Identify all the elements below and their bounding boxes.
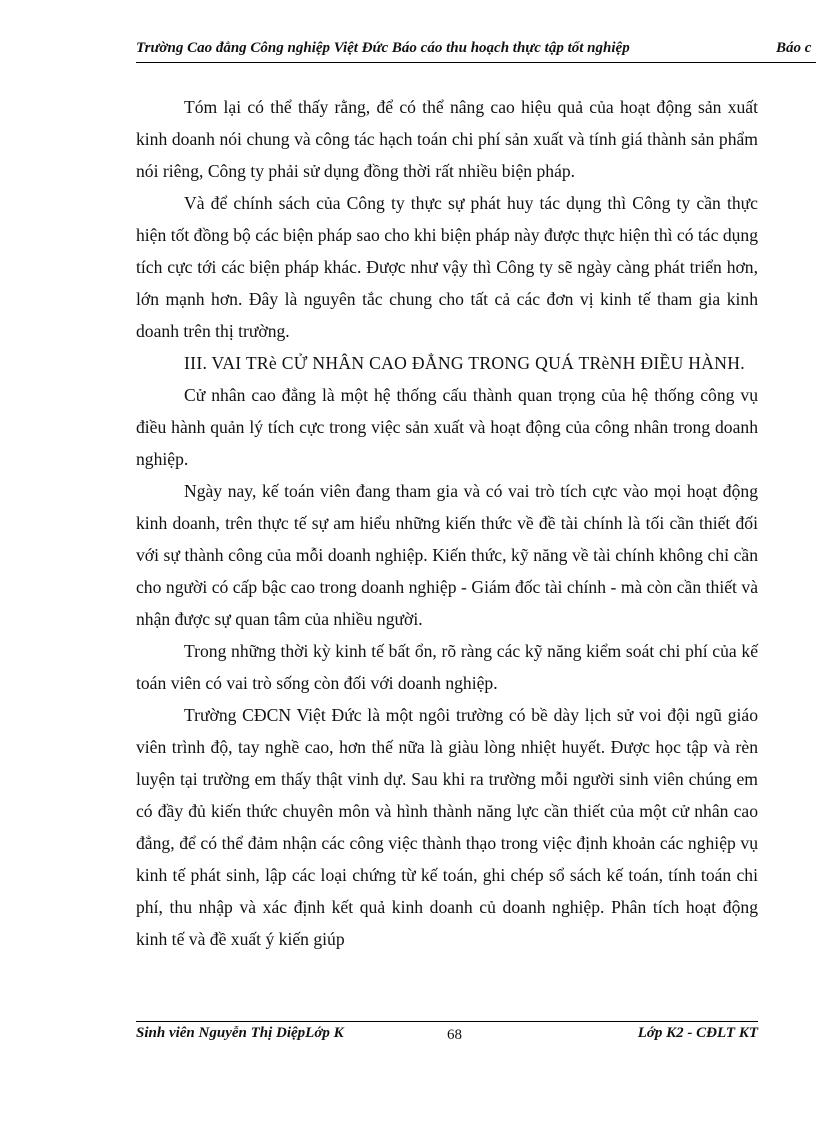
paragraph-cost-control: Trong những thời kỳ kinh tế bất ổn, rõ ràng các kỹ năng kiểm soát chi phí của kế toán viên có vai trò sống còn đối với doanh nghiệp. bbox=[136, 641, 758, 693]
header-school-title: Trường Cao đẳng Công nghiệp Việt Đức Báo cáo thu hoạch thực tập tốt nghiệp bbox=[136, 40, 630, 56]
footer-divider bbox=[136, 1021, 758, 1022]
section-heading: III. VAI TRè CỬ NHÂN CAO ĐẲNG TRONG QUÁ TRèNH ĐIỀU HÀNH. bbox=[184, 353, 746, 373]
paragraph-role: Cử nhân cao đẳng là một hệ thống cấu thành quan trọng của hệ thống công vụ điều hành quản lý tích cực trong việc sản xuất và hoạt động của công nhân trong doanh nghiệp. bbox=[136, 385, 758, 469]
header-report-title: Báo c bbox=[776, 40, 812, 56]
footer-student-name: Sinh viên Nguyễn Thị DiệpLớp K bbox=[136, 1025, 344, 1041]
paragraph-school: Trường CĐCN Việt Đức là một ngôi trường có bề dày lịch sử voi đội ngũ giáo viên trình độ, tay nghề cao, hơn thế nữa là giàu lòng nhiệt huyết. Được học tập và rèn luyện tại trường em thấy thật vinh dự. Sau khi ra trường mỗi người sinh viên chúng em có đầy đủ kiến thức chuyên môn và hình thành năng lực cần thiết của một cử nhân cao đẳng, để có thể đảm nhận các công việc thành thạo trong việc định khoản các nghiệp vụ kinh tế phát sinh, lập các loại chứng từ kế toán, ghi chép sổ sách kế toán, tính toán chi phí, thu nhập và xác định kết quả kinh doanh củ doanh nghiệp. Phân tích hoạt động kinh tế và đề xuất ý kiến giúp bbox=[136, 705, 758, 949]
paragraph-summary: Tóm lại có thể thấy rằng, để có thể nâng cao hiệu quả của hoạt động sản xuất kinh doanh nói chung và công tác hạch toán chi phí sản xuất và tính giá thành sản phẩm nói riêng, Công ty phải sử dụng đồng thời rất nhiều biện pháp. bbox=[136, 97, 758, 181]
page-footer bbox=[136, 1025, 758, 1047]
paragraph-policy: Và để chính sách của Công ty thực sự phát huy tác dụng thì Công ty cần thực hiện tốt đồng bộ các biện pháp sao cho khi biện pháp này được thực hiện thì có tác dụng tích cực tới các biện pháp khác. Được như vậy thì Công ty sẽ ngày càng phát triển hơn, lớn mạnh hơn. Đây là nguyên tắc chung cho tất cả các đơn vị kinh tế tham gia kinh doanh trên thị trường. bbox=[136, 193, 759, 341]
header-divider bbox=[136, 62, 816, 63]
page-number: 68 bbox=[447, 1027, 462, 1043]
footer-class: Lớp K2 - CĐLT KT bbox=[637, 1025, 758, 1041]
paragraph-accountant: Ngày nay, kế toán viên đang tham gia và có vai trò tích cực vào mọi hoạt động kinh doanh, trên thực tế sự am hiểu những kiến thức về đề tài chính là tối cần thiết đối với sự thành công của mỗi doanh nghiệp. Kiến thức, kỹ năng về tài chính không chỉ cần cho người có cấp bậc cao trong doanh nghiệp - Giám đốc tài chính - mà còn cần thiết và nhận được sự quan tâm của nhiều người. bbox=[136, 481, 758, 629]
page-header bbox=[136, 38, 816, 62]
document-body bbox=[136, 91, 758, 955]
